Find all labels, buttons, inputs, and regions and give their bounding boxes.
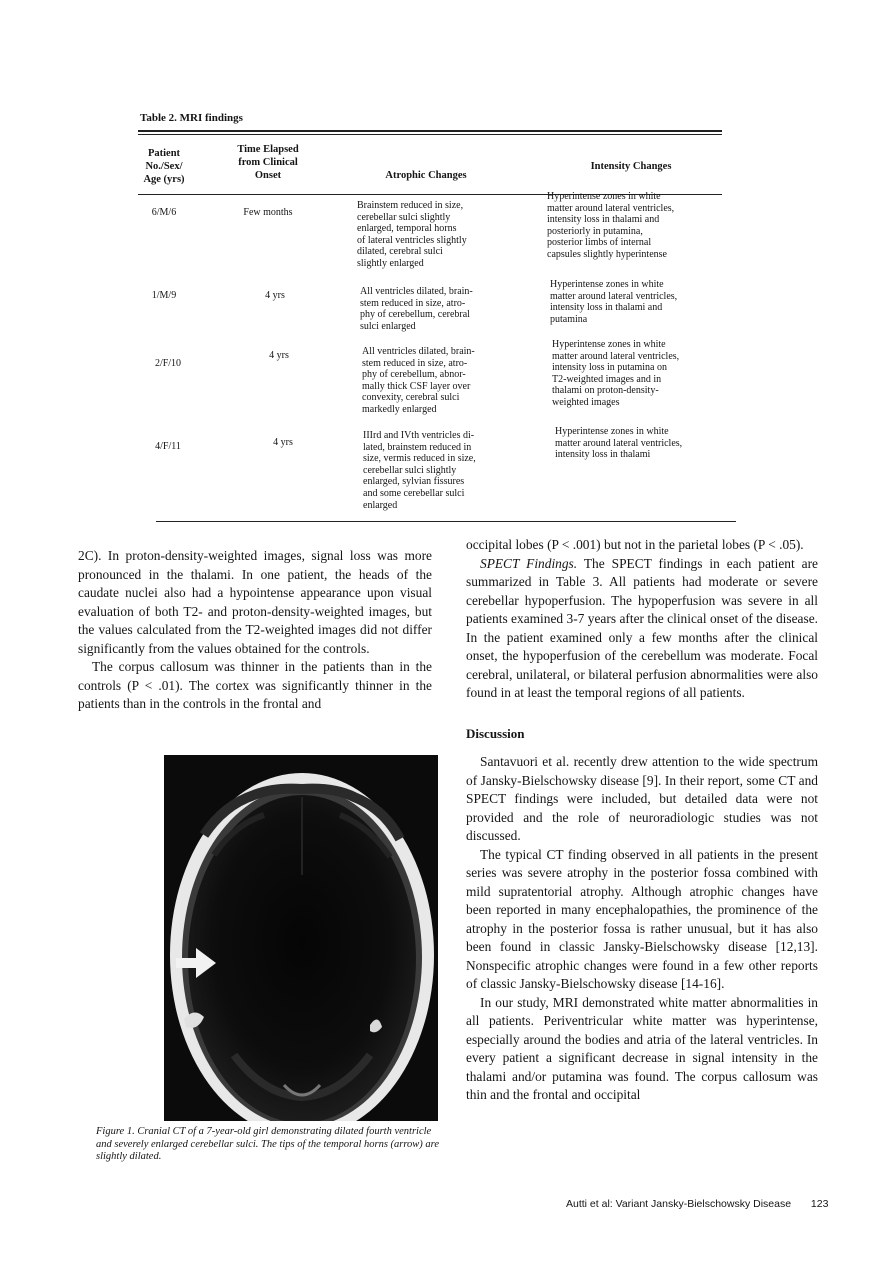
paragraph: SPECT Findings. The SPECT findings in each patient are summarized in Table 3. All patients had moderate or severe cerebellar hypoperfusion. The hypoperfusion was severe in all patients examined 3-7 years after the clinical onset of the disease. In the patient examined only a few months after the clinical onset, the hypoperfusion of the cerebellum was moderate. Focal cerebral, unilateral, or bilateral perfusion abnormalities were also found in at least the temporal regions of all patients. bbox=[466, 555, 819, 700]
paragraph: occipital lobes (P < .001) but not in the parietal lobes (P < .05). bbox=[466, 537, 804, 552]
header-atrophic-changes: Atrophic Changes bbox=[385, 170, 467, 181]
table-title: Table 2. MRI findings bbox=[140, 112, 243, 124]
header-patient: Patient No./Sex/ Age (yrs) bbox=[143, 148, 185, 185]
table-row-4-time: 4 yrs bbox=[273, 437, 293, 448]
table-row-3-patient: 2/F/10 bbox=[154, 358, 182, 369]
paragraph: The corpus callosum was thinner in the patients than in the controls (P < .01). The cortex was significantly thinner in the patients than in the controls in the frontal and bbox=[78, 659, 432, 711]
table-row-4-intensity: Hyperintense zones in white matter around lateral ventricles, intensity loss in thalami bbox=[555, 426, 683, 461]
table-row-1-patient: 6/M/6 bbox=[151, 207, 177, 218]
header-intensity-changes: Intensity Changes bbox=[590, 161, 672, 172]
paragraph: The typical CT finding observed in all patients in the present series was severe atrophy in the posterior fossa combined with mild supratentorial atrophy. Although atrophic changes have been reported in many encephalopathies, the prominence of the atrophy in the posterior fossa is rather unusual, but it has also been found in classic Jansky-Bielschowsky disease [12,13]. Nonspecific atrophic changes were found in a few other reports of classic Jansky-Bielschowsky disease [14-16]. bbox=[466, 846, 818, 991]
ct-scan-image bbox=[164, 755, 438, 1121]
table-row-3-atrophic: All ventricles dilated, brain- stem reduced in size, atro- phy of cerebellum, abnor- mally thick CSF layer over convexity, cerebral sulci markedly enlarged bbox=[362, 346, 475, 415]
page-footer bbox=[566, 1198, 828, 1210]
table-row-2-time: 4 yrs bbox=[265, 290, 285, 301]
left-column-text bbox=[78, 547, 432, 714]
spect-findings-lead: SPECT Findings. bbox=[480, 555, 578, 571]
table-row-3-intensity: Hyperintense zones in white matter around lateral ventricles, intensity loss in putamina on T2-weighted images and in thalami on proton-density- weighted images bbox=[552, 339, 680, 408]
table-row-2-patient: 1/M/9 bbox=[151, 290, 177, 301]
table-row-3-time: 4 yrs bbox=[269, 350, 289, 361]
table-top-rule bbox=[138, 130, 722, 132]
table-row-4-patient: 4/F/11 bbox=[155, 441, 181, 452]
table-row-4-atrophic: IIIrd and IVth ventricles di- lated, brainstem reduced in size, vermis reduced in size, cerebellar sulci slightly enlarged, sylvian fissures and some cerebellar sulci enlarged bbox=[363, 430, 476, 511]
table-row-1-intensity: Hyperintense zones in white matter around lateral ventricles, intensity loss in thalami and posteriorly in putamina, posterior limbs of internal capsules slightly hyperintense bbox=[547, 191, 675, 260]
table-bottom-rule bbox=[156, 521, 736, 522]
figure-caption: Figure 1. Cranial CT of a 7-year-old girl demonstrating dilated fourth ventricle and severely enlarged cerebellar sulci. The tips of the temporal horns (arrow) are slightly dilated. bbox=[96, 1126, 440, 1162]
table-row-2-intensity: Hyperintense zones in white matter around lateral ventricles, intensity loss in thalami and putamina bbox=[550, 279, 678, 325]
running-head: Autti et al: Variant Jansky-Bielschowsky Disease bbox=[566, 1198, 792, 1210]
ct-scan-figure bbox=[164, 755, 438, 1121]
paragraph: 2C). In proton-density-weighted images, signal loss was more pronounced in the thalami. In one patient, the heads of the caudate nuclei also had a hypointense appearance upon visual evaluation of both T2- and proton-density-weighted images, but the values calculated from the T2-weighted images did not differ significantly from the values obtained for the controls. bbox=[78, 548, 432, 656]
header-time-elapsed: Time Elapsed from Clinical Onset bbox=[237, 144, 299, 181]
discussion-heading: Discussion bbox=[466, 725, 525, 741]
table-row-1-atrophic: Brainstem reduced in size, cerebellar sulci slightly enlarged, temporal horns of lateral ventricles slightly dilated, cerebral sulci slightly enlarged bbox=[357, 200, 467, 269]
table-top-rule-2 bbox=[138, 134, 722, 135]
paragraph: In our study, MRI demonstrated white matter abnormalities in all patients. Periventricular white matter was hyperintense, especially around the bodies and atria of the lateral ventricles. In every patient a significant decrease in signal intensity in the thalami and/or putamina was found. The corpus callosum was thin and the frontal and occipital bbox=[466, 994, 818, 1102]
page-number: 123 bbox=[810, 1198, 829, 1210]
paragraph: Santavuori et al. recently drew attention to the wide spectrum of Jansky-Bielschowsky disease [9]. In their report, some CT and SPECT findings were included, but detailed data were not provided and the role of neuroradiologic studies was not discussed. bbox=[466, 754, 818, 843]
table-row-1-time: Few months bbox=[243, 207, 293, 218]
table-row-2-atrophic: All ventricles dilated, brain- stem reduced in size, atro- phy of cerebellum, cerebral sulci enlarged bbox=[360, 286, 473, 332]
right-column-text bbox=[466, 536, 818, 1105]
